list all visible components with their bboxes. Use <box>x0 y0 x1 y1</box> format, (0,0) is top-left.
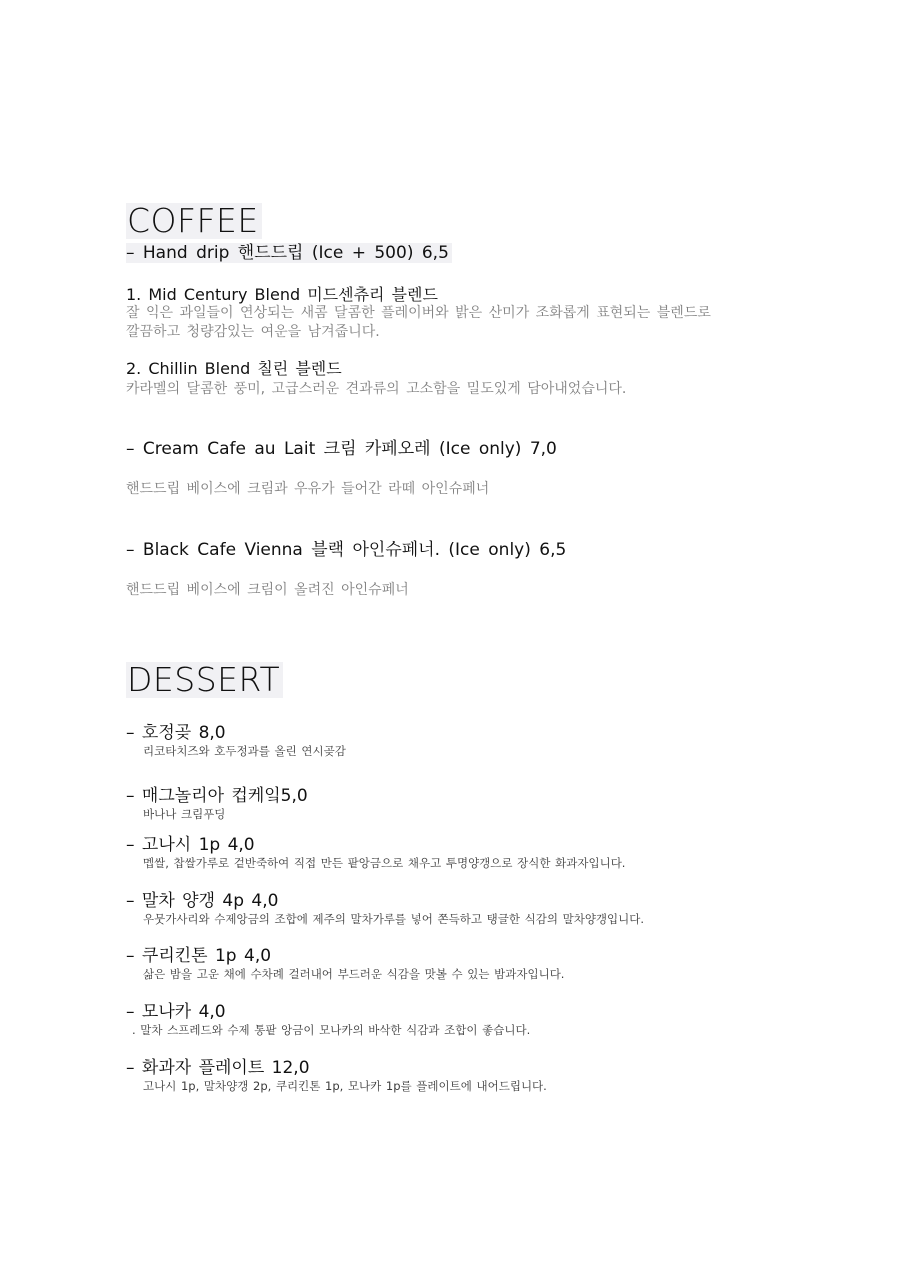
blend1-desc-line2: 깔끔하고 청량감있는 여운을 남겨줍니다. <box>126 324 380 340</box>
dessert-item: – 고나시 1p 4,0 <box>126 835 255 855</box>
dessert-heading: DESSERT <box>126 662 283 698</box>
blend1-desc-line1: 잘 익은 과일들이 연상되는 새콤 달콤한 플레이버와 밝은 산미가 조화롭게 표현되는 블렌드로 <box>126 305 711 321</box>
dessert-item-desc: 바나나 크림푸딩 <box>143 807 226 821</box>
dessert-item: – 매그놀리아 컵케잌5,0 <box>126 786 308 806</box>
dessert-item-desc: 멥쌀, 찹쌀가루로 겉반죽하여 직접 만든 팥앙금으로 채우고 투명양갱으로 장식한 화과자입니다. <box>143 856 626 870</box>
dessert-item-desc: 고나시 1p, 말차양갱 2p, 쿠리킨톤 1p, 모나카 1p를 플레이트에 내어드립니다. <box>143 1079 547 1093</box>
coffee-heading: COFFEE <box>126 203 262 239</box>
black-cafe-vienna-item: – Black Cafe Vienna 블랙 아인슈페너. (Ice only) 6,5 <box>126 540 567 560</box>
cream-cafe-au-lait-desc: 핸드드립 베이스에 크림과 우유가 들어간 라떼 아인슈페너 <box>126 481 490 497</box>
dessert-item-desc: . 말차 스프레드와 수제 통팥 앙금이 모나카의 바삭한 식감과 조합이 좋습니다. <box>132 1023 531 1037</box>
hand-drip-label: – Hand drip 핸드드립 (Ice + 500) 6,5 <box>126 243 452 263</box>
blend2-desc: 카라멜의 달콤한 풍미, 고급스러운 견과류의 고소함을 밀도있게 담아내었습니다. <box>126 381 627 397</box>
dessert-item: – 모나카 4,0 <box>126 1002 226 1022</box>
dessert-item: – 말차 양갱 4p 4,0 <box>126 891 279 911</box>
blend2-title: 2. Chillin Blend 칠린 블렌드 <box>126 359 342 378</box>
dessert-item-desc: 삶은 밤을 고운 채에 수차례 걸러내어 부드러운 식감을 맛볼 수 있는 밤과자입니다. <box>143 967 565 981</box>
black-cafe-vienna-desc: 핸드드립 베이스에 크림이 올려진 아인슈페너 <box>126 582 409 598</box>
dessert-item: – 쿠리킨톤 1p 4,0 <box>126 946 272 966</box>
dessert-item-desc: 리코타치즈와 호두정과를 올린 연시곶감 <box>143 744 346 758</box>
blend1-title: 1. Mid Century Blend 미드센츄리 블렌드 <box>126 285 438 304</box>
cream-cafe-au-lait-item: – Cream Cafe au Lait 크림 카페오레 (Ice only) 7,0 <box>126 439 557 459</box>
hand-drip-item <box>126 242 452 264</box>
dessert-item-desc: 우뭇가사리와 수제앙금의 조합에 제주의 말차가루를 넣어 쫀득하고 탱글한 식감의 말차양갱입니다. <box>143 912 645 926</box>
dessert-item: – 화과자 플레이트 12,0 <box>126 1058 310 1078</box>
dessert-item: – 호정곶 8,0 <box>126 723 226 743</box>
